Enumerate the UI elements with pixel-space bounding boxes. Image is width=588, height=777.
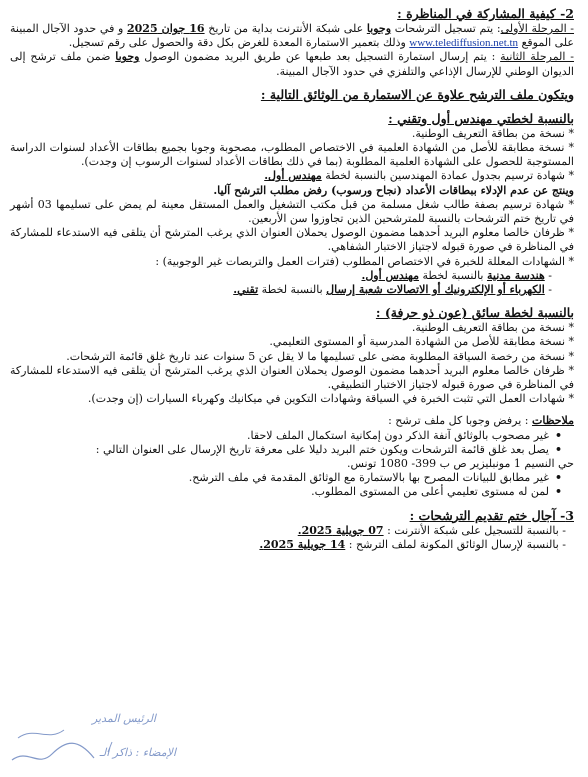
deadline-postal: - بالنسبة لإرسال الوثائق المكونة لملف الترشح : 14 جويلية 2025. — [259, 537, 566, 551]
notes-label: ملاحظات — [532, 414, 574, 428]
stage2-paragraph: - المرحلة الثانية : يتم إرسال استمارة التسجيل بعد طبعها عن طريق البريد مضمون الوصول وجوبا ضمن ملف ترشح إلى الديوان الوطني للإرسال الإذاعي والتلفزي في حدود الآجال المبينة. — [10, 50, 574, 78]
engineer-item-unemployment: * شهادة ترسيم بصفة طالب شغل مسلمة من قبل مكتب التشغيل والعمل المستقل معينة لم يمض على تسليمها 03 أشهر في تاريخ ختم الترشحات بالنسبة للمترشحين الذين تجاوزوا سن الأربعين. — [10, 197, 574, 226]
engineer-item-envelopes: * ظرفان خالصا معلوم البريد أحدهما مضمون الوصول يحملان العنوان الذي يرغب المترشح أن يتلقى فيه الاستدعاء للمشاركة في المناظرة في صورة قبوله لاجتياز الاختبار الشفاهي. — [10, 226, 574, 254]
website-link[interactable]: www.telediffusion.net.tn — [409, 37, 519, 50]
notes-intro: ملاحظات : يرفض وجوبا كل ملف ترشح : — [388, 414, 574, 428]
engineer-warning: وينتج عن عدم الإدلاء ببطاقات الأعداد (نجاح ورسوب) رفض مطلب الترشح آليا. — [213, 183, 574, 197]
stage1-label: - المرحلة الأولى — [500, 22, 575, 35]
stamp-signature-line: الإمضاء : ذاكر الـ — [99, 746, 176, 759]
section3-title: 3- آجال ختم تقديم الترشحات : — [409, 507, 574, 523]
driver-item-envelopes: * ظرفان خالصا معلوم البريد أحدهما مضمون الوصول يحملان العنوان الذي يرغب المترشح أن يتلقى فيه الاستدعاء للمشاركة في المناظرة في صورة قبوله لاجتياز الاختبار التطبيقي. — [10, 363, 574, 392]
driver-item-experience: * شهادات العمل التي تثبت الخبرة في السياقة وشهادات التكوين في ميكانيك وكهرباء السيارات (إن وجدت). — [87, 392, 574, 406]
deadline-postal-date: 14 جويلية 2025. — [259, 537, 346, 551]
engineer-heading: بالنسبة لخطتي مهندس أول وتقني : — [388, 110, 574, 126]
engineer-item-experience: * الشهادات المعللة للخبرة في الاختصاص المطلوب (فترات العمل والتربصات غير الوجوبية) : — [155, 254, 574, 268]
driver-item-license: * نسخة من رخصة السياقة المطلوبة مضى على تسليمها ما لا يقل عن 5 سنوات عند تاريخ غلق قائمة الترشحات. — [66, 349, 574, 363]
stamp-title: الرئيس المدير — [91, 712, 156, 725]
section2-title: 2- كيفية المشاركة في المناظرة : — [397, 6, 574, 21]
documents-heading: ويتكون ملف الترشح علاوة عن الاستمارة من الوثائق التالية : — [260, 86, 574, 102]
stage1-mandatory: وجوبا — [366, 22, 392, 35]
engineer-item-diploma: * نسخة مطابقة للأصل من الشهادة العلمية في الاختصاص المطلوب، مصحوبة وجوبا بجميع بطاقات الأعداد لسنوات الدراسة المستوجبة للحصول على الشهادة العلمية المطلوبة (بما في ذلك بطاقات الأعداد لسنوات الرسوب إن وجدت). — [10, 141, 574, 169]
stage2-mandatory: وجوبا — [115, 50, 140, 64]
engineer-sub-civil: - هندسة مدنية بالنسبة لخطة مهندس أول. — [361, 268, 552, 282]
deadline-online: - بالنسبة للتسجيل على شبكة الأنترنت : 07 جويلية 2025. — [297, 523, 566, 537]
postal-address: حي النسيم 1 مونبليزير ص ب 399- 1080 تونس. — [347, 457, 574, 471]
note-item: • لمن له مستوى تعليمي أعلى من المستوى المطلوب. — [311, 485, 562, 499]
driver-heading: بالنسبة لخطة سائق (عون ذو حرفة) : — [375, 305, 574, 321]
note-item: • غير مطابق للبيانات المصرح بها بالاستمارة مع الوثائق المقدمة في ملف الترشح. — [188, 471, 562, 485]
driver-item-school: * نسخة مطابقة للأصل من الشهادة المدرسية أو المستوى التعليمي. — [269, 335, 574, 349]
deadline-online-date: 07 جويلية 2025. — [297, 523, 384, 537]
signature-stamp — [8, 708, 186, 774]
driver-item-id: * نسخة من بطاقة التعريف الوطنية. — [411, 321, 574, 335]
stage2-label: - المرحلة الثانية — [500, 50, 574, 64]
engineer-item-id: * نسخة من بطاقة التعريف الوطنية. — [411, 126, 574, 140]
note-item: • غير مصحوب بالوثائق آنفة الذكر دون إمكانية استكمال الملف لاحقا. — [247, 428, 562, 442]
stage1-paragraph: - المرحلة الأولى: يتم تسجيل الترشحات وجوبا على شبكة الأنترنت بداية من تاريخ 16 جوان 2025 و في حدود الآجال المبينة على الموقع www.telediffusion.net.tn وذلك بتعمير الاستمارة المعدة للغرض بكل دقة والحصول على رقم تسجيل. — [10, 22, 575, 50]
stage1-date: 16 جوان 2025 — [127, 22, 205, 35]
engineer-item-cert: * شهادة ترسيم بجدول عمادة المهندسين بالنسبة لخطة مهندس أول. — [264, 169, 574, 183]
note-item: • يصل بعد غلق قائمة الترشحات ويكون ختم البريد دليلا على معرفة تاريخ الإرسال على العنوان التالي : — [95, 442, 562, 456]
engineer-sub-electric: - الكهرباء أو الإلكترونيك أو الاتصالات شعبة إرسال بالنسبة لخطة تقني. — [233, 283, 552, 297]
